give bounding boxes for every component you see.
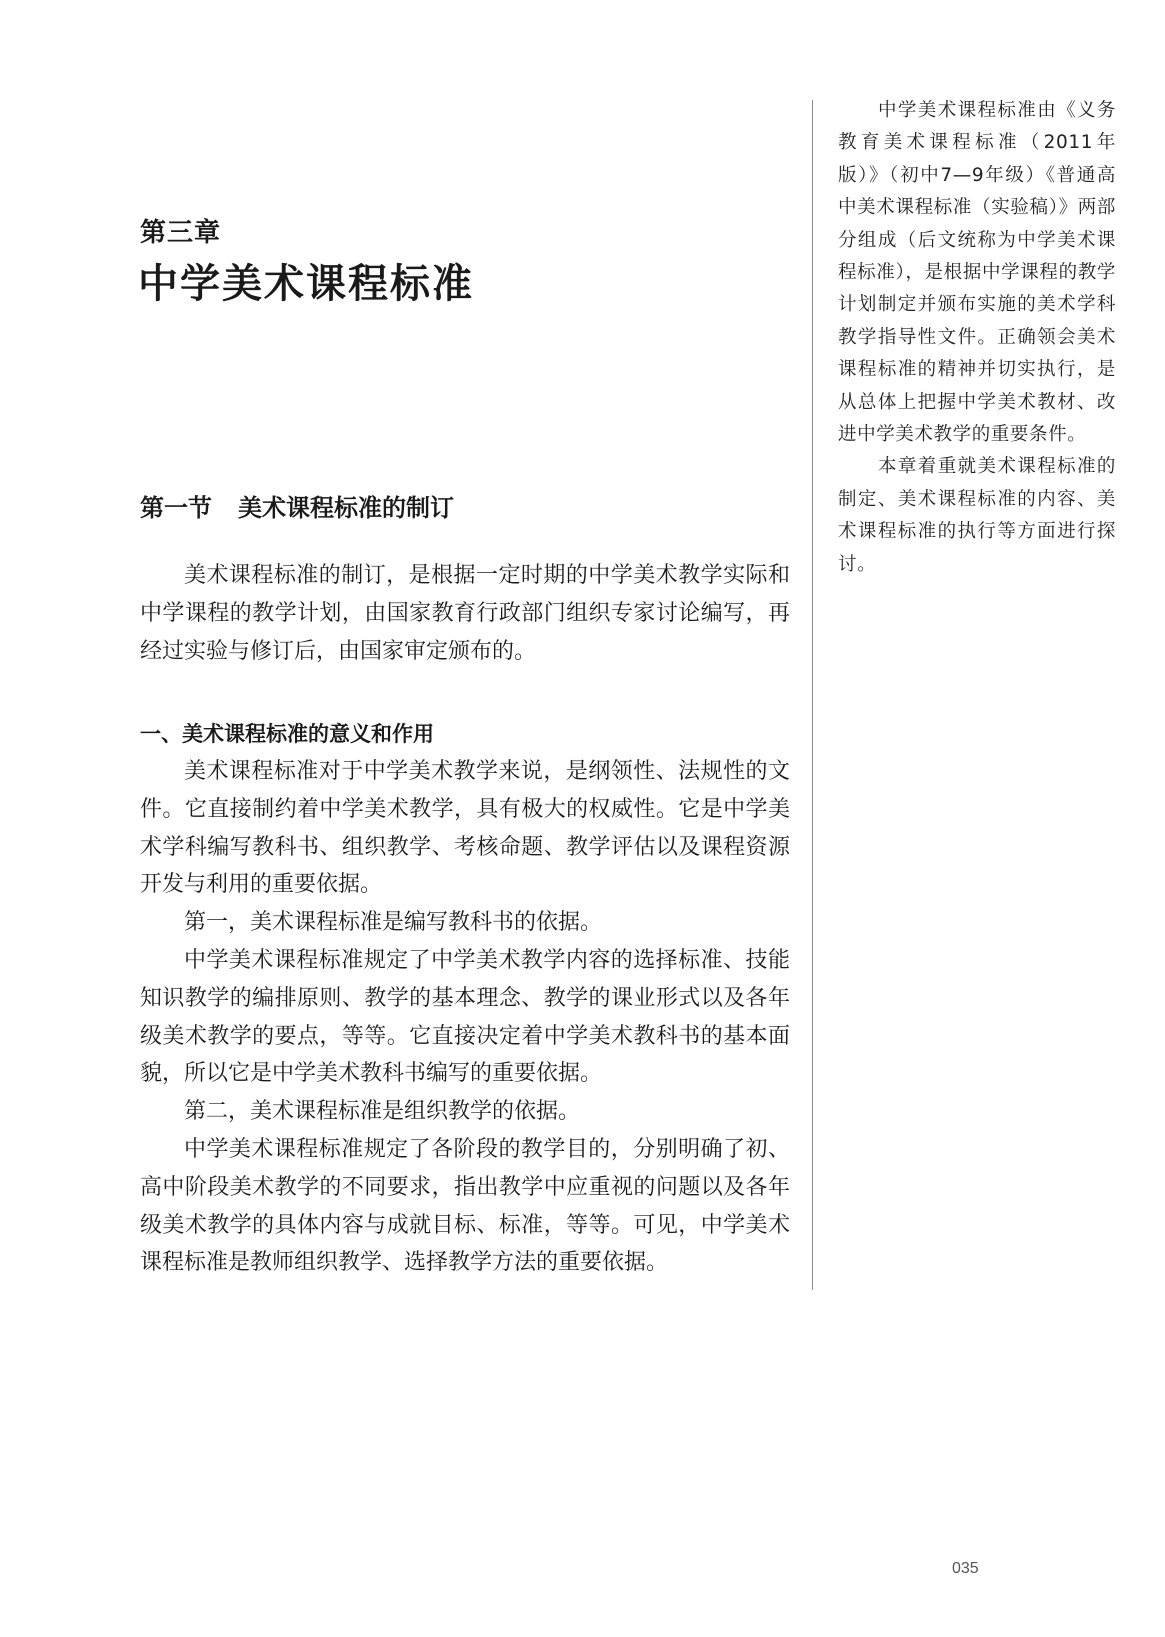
intro-block (140, 557, 790, 670)
sidebar-paragraph: 本章着重就美术课程标准的制定、美术课程标准的内容、美术课程标准的执行等方面进行探讨。 (838, 456, 1116, 575)
subsection-heading: 一、美术课程标准的意义和作用 (140, 721, 434, 746)
section-title-text: 美术课程标准的制订 (238, 493, 454, 522)
section-number: 第一节 (140, 493, 212, 522)
sidebar-note (838, 95, 1116, 581)
chapter-label: 第三章 (140, 218, 222, 248)
body-paragraph: 中学美术课程标准规定了各阶段的教学目的，分别明确了初、高中阶段美术教学的不同要求，指出教学中应重视的问题以及各年级美术教学的具体内容与成就目标、标准，等等。可见，中学美术课程标准是教师组织教学、选择教学方法的重要依据。 (140, 1136, 790, 1276)
sidebar-paragraph: 中学美术课程标准由《义务教育美术课程标准（2011年版）》（初中7—9年级）《普通高中美术课程标准（实验稿）》两部分组成（后文统称为中学美术课程标准），是根据中学课程的教学计划制定并颁布实施的美术学科教学指导性文件。正确领会美术课程标准的精神并切实执行，是从总体上把握中学美术教材、改进中学美术教学的重要条件。 (838, 100, 1116, 446)
body-paragraph: 中学美术课程标准规定了中学美术教学内容的选择标准、技能知识教学的编排原则、教学的基本理念、教学的课业形式以及各年级美术教学的要点，等等。它直接决定着中学美术教科书的基本面貌，所以它是中学美术教科书编写的重要依据。 (140, 947, 790, 1087)
subsection-body (140, 753, 790, 1282)
intro-paragraph: 美术课程标准的制订，是根据一定时期的中学美术教学实际和中学课程的教学计划，由国家教育行政部门组织专家讨论编写，再经过实验与修订后，由国家审定颁布的。 (140, 563, 790, 664)
body-paragraph: 第一，美术课程标准是编写教科书的依据。 (184, 910, 603, 936)
section-title (140, 488, 454, 523)
chapter-title: 中学美术课程标准 (138, 260, 474, 307)
body-paragraph: 第二，美术课程标准是组织教学的依据。 (184, 1099, 581, 1125)
column-divider (812, 100, 813, 1290)
body-paragraph: 美术课程标准对于中学美术教学来说，是纲领性、法规性的文件。它直接制约着中学美术教学，具有极大的权威性。它是中学美术学科编写教科书、组织教学、考核命题、教学评估以及课程资源开发与利用的重要依据。 (140, 759, 790, 898)
page-number: 035 (952, 1560, 979, 1577)
